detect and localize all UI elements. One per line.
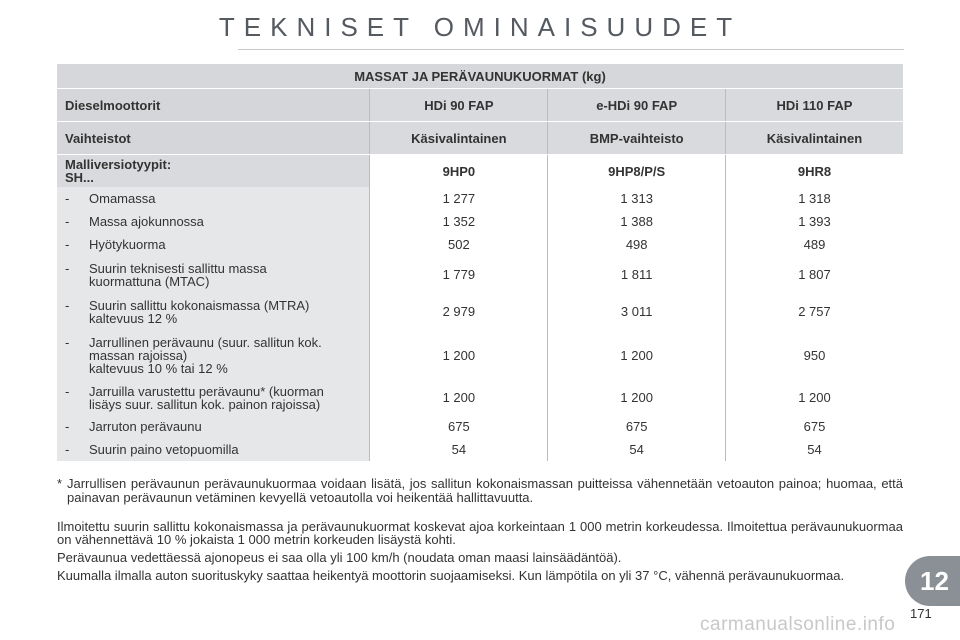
table-row — [57, 256, 903, 293]
engine-header: HDi 110 FAP — [725, 89, 903, 122]
row-value: 1 811 — [548, 256, 726, 293]
model-type: 9HP8/P/S — [548, 155, 726, 188]
row-label-line: Jarruilla varustettu perävaunu* (kuorman — [89, 383, 324, 399]
row-value: 1 200 — [370, 380, 548, 415]
engine-header: HDi 90 FAP — [370, 89, 548, 122]
row-value: 54 — [548, 438, 726, 461]
row-label-text — [89, 215, 204, 228]
row-label-text — [89, 299, 309, 325]
row-label — [57, 415, 370, 438]
table-row — [57, 330, 903, 380]
gearbox-header: BMP-vaihteisto — [548, 122, 726, 155]
engine-header: e-HDi 90 FAP — [548, 89, 726, 122]
row-value: 1 388 — [548, 210, 726, 233]
row-bullet: - — [65, 191, 70, 206]
gearbox-header: Käsivalintainen — [725, 122, 903, 155]
table-row — [57, 438, 903, 461]
row-label-line: Hyötykuorma — [89, 237, 166, 252]
row-value: 54 — [725, 438, 903, 461]
row-value: 950 — [725, 330, 903, 380]
model-types-label-line: Malliversiotyypit: — [65, 157, 172, 172]
row-bullet: - — [65, 214, 70, 229]
gearbox-label: Vaihteistot — [57, 122, 370, 155]
row-label-line: Massa ajokunnossa — [89, 214, 204, 229]
row-value: 3 011 — [548, 293, 726, 330]
page-number: 171 — [910, 606, 932, 621]
row-label-text — [89, 238, 166, 251]
mass-trailer-load-table — [57, 64, 903, 461]
row-label — [57, 330, 370, 380]
row-label — [57, 233, 370, 256]
title-divider — [238, 49, 904, 50]
row-value: 1 200 — [548, 380, 726, 415]
model-types-row — [57, 155, 903, 188]
row-value: 2 757 — [725, 293, 903, 330]
note-paragraph: Perävaunua vedettäessä ajonopeus ei saa olla yli 100 km/h (noudata oman maasi lainsäädäntöä). — [57, 550, 622, 565]
note-paragraph: Kuumalla ilmalla auton suorituskyky saattaa heikentyä moottorin suojaamiseksi. Kun lämpötila on yli 37 °C, vähennä perävaunukuormaa. — [57, 568, 845, 583]
note-paragraph: Ilmoitettu suurin sallittu kokonaismassa ja perävaunukuormat koskevat ajoa korkeintaan 1 000 metrin korkeudessa. Ilmoitettua perävaunukuormaa on vähennettävä 10 % jokaista 1 000 metrin korkeuden lisäystä kohti. — [57, 519, 903, 547]
row-label — [57, 293, 370, 330]
model-types-label-line: SH... — [65, 170, 94, 185]
row-label-line: Suurin paino vetopuomilla — [89, 442, 239, 457]
row-label-text — [89, 420, 202, 433]
row-label-text — [89, 262, 267, 288]
row-label — [57, 210, 370, 233]
row-value: 1 200 — [548, 330, 726, 380]
row-value: 675 — [370, 415, 548, 438]
engine-label: Dieselmoottorit — [57, 89, 370, 122]
page-title: TEKNISET OMINAISUUDET — [218, 12, 742, 42]
table-row — [57, 210, 903, 233]
row-label-text — [89, 192, 155, 205]
row-label-text — [89, 443, 239, 456]
row-label-line: Jarruton perävaunu — [89, 419, 202, 434]
row-value: 498 — [548, 233, 726, 256]
table-row — [57, 415, 903, 438]
chapter-tab[interactable]: 12 — [905, 556, 960, 606]
row-label-line: Suurin sallittu kokonaismassa (MTRA) — [89, 297, 310, 313]
row-value: 675 — [725, 415, 903, 438]
model-type: 9HR8 — [725, 155, 903, 188]
row-bullet: - — [65, 260, 70, 276]
row-bullet: - — [65, 297, 70, 313]
row-value: 1 352 — [370, 210, 548, 233]
engine-row — [57, 89, 903, 122]
footnote-marker: * — [57, 476, 63, 491]
watermark: carmanualsonline.info — [700, 614, 896, 635]
table-title: MASSAT JA PERÄVAUNUKUORMAT (kg) — [57, 64, 903, 89]
row-label-line: Suurin teknisesti sallittu massa — [89, 260, 267, 276]
footnote-text: Jarrullisen perävaunun perävaunukuormaa voidaan lisätä, jos sallitun kokonaismassan puitteissa vähennetään vetoauton painoa; huomaa, että painavan perävaunun vetäminen kevyellä vetoautolla voi heikentää hallittavuutta. — [67, 476, 903, 505]
notes-section — [57, 520, 903, 587]
table-row — [57, 293, 903, 330]
row-value: 502 — [370, 233, 548, 256]
row-label — [57, 187, 370, 210]
row-label-line: Omamassa — [89, 191, 156, 206]
row-bullet: - — [65, 442, 70, 457]
row-value: 1 807 — [725, 256, 903, 293]
row-value: 1 318 — [725, 187, 903, 210]
gearbox-header: Käsivalintainen — [370, 122, 548, 155]
row-bullet: - — [65, 237, 70, 252]
row-value: 1 779 — [370, 256, 548, 293]
row-value: 675 — [548, 415, 726, 438]
row-label-text — [89, 336, 322, 375]
row-value: 489 — [725, 233, 903, 256]
row-label-line: kuormattuna (MTAC) — [89, 273, 210, 289]
row-value: 1 277 — [370, 187, 548, 210]
table-row — [57, 187, 903, 210]
row-bullet: - — [65, 419, 70, 434]
row-label — [57, 438, 370, 461]
row-label-line: kaltevuus 12 % — [89, 310, 178, 326]
row-bullet: - — [65, 334, 70, 350]
row-value: 1 393 — [725, 210, 903, 233]
row-bullet: - — [65, 383, 70, 399]
row-value: 1 200 — [370, 330, 548, 380]
row-value: 2 979 — [370, 293, 548, 330]
row-label-text — [89, 385, 324, 411]
model-types-label — [57, 155, 370, 188]
row-label — [57, 380, 370, 415]
gearbox-row — [57, 122, 903, 155]
table-row — [57, 380, 903, 415]
footnote — [57, 477, 903, 505]
row-label-line: Jarrullinen perävaunu (suur. sallitun kok. — [89, 334, 322, 350]
row-label-line: kaltevuus 10 % tai 12 % — [89, 360, 228, 376]
row-label-line: lisäys suur. sallitun kok. painon rajoissa) — [89, 396, 321, 412]
row-value: 1 200 — [725, 380, 903, 415]
table-row — [57, 233, 903, 256]
row-label — [57, 256, 370, 293]
row-label-line: massan rajoissa) — [89, 347, 188, 363]
table-title-row — [57, 64, 903, 89]
row-value: 54 — [370, 438, 548, 461]
row-value: 1 313 — [548, 187, 726, 210]
model-type: 9HP0 — [370, 155, 548, 188]
